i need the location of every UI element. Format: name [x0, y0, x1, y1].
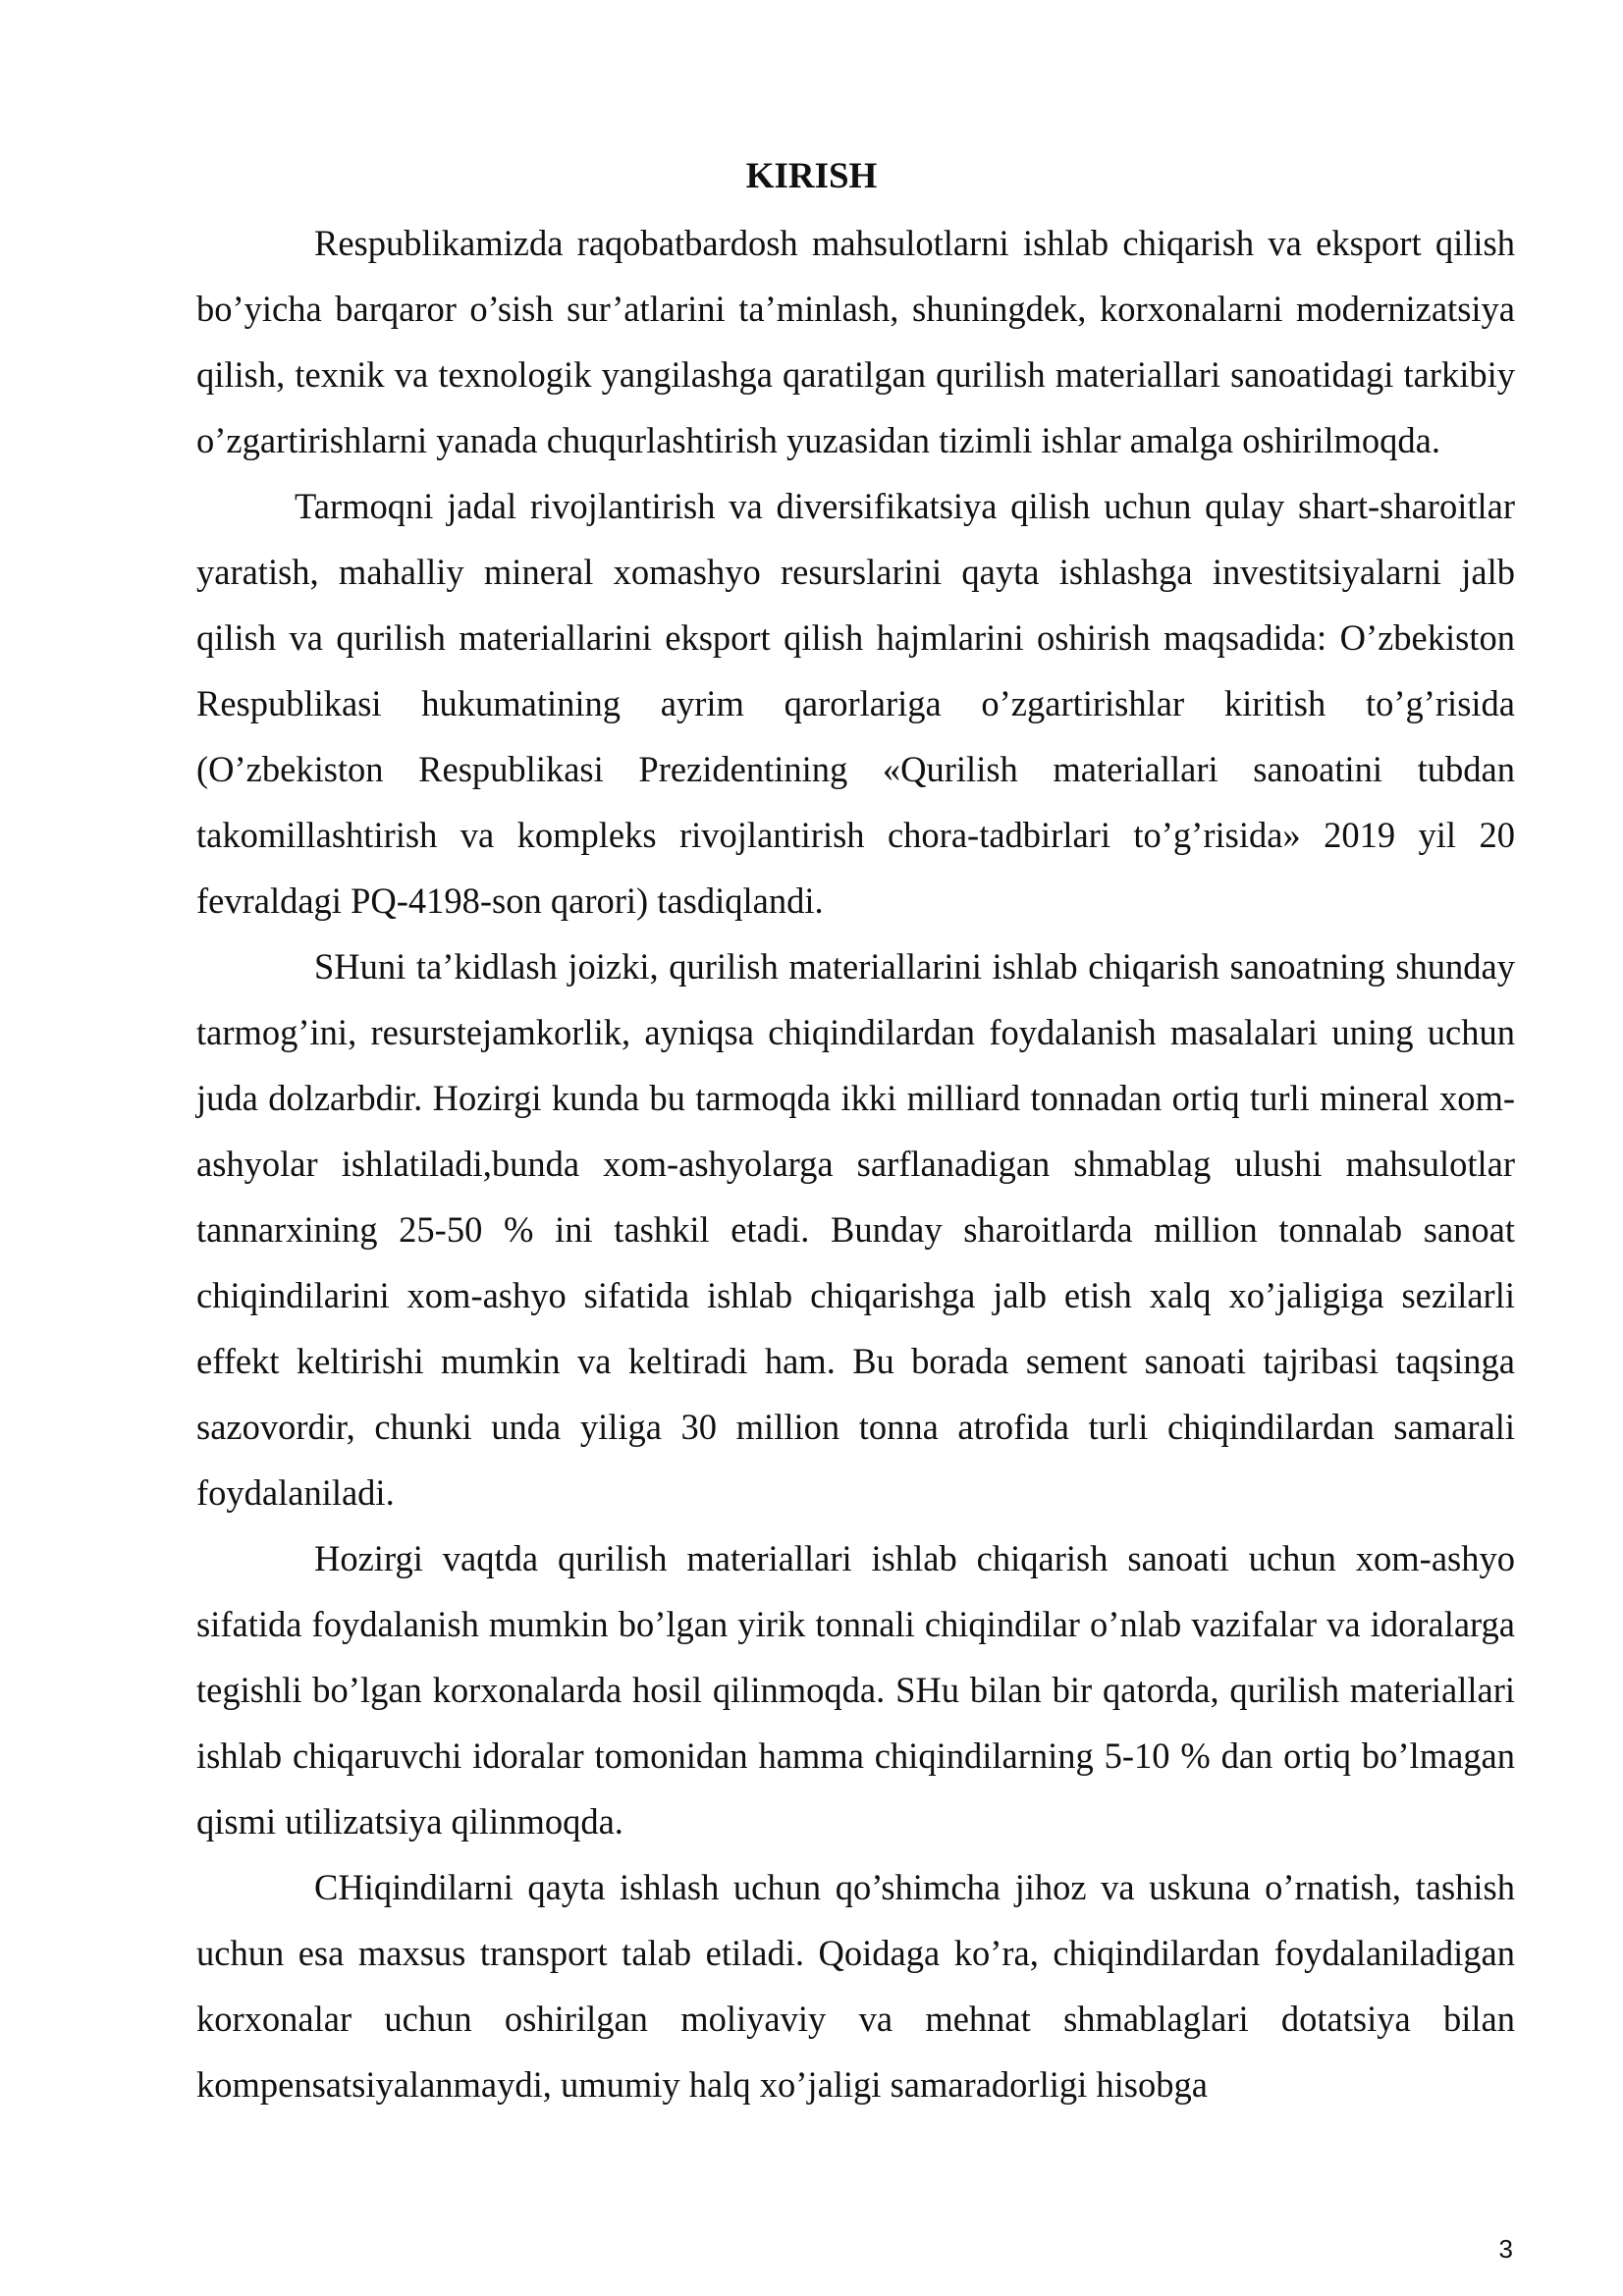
paragraph-4: Hozirgi vaqtda qurilish materiallari ishlab chiqarish sanoati uchun xom-ashyo sifatida foydalanish mumkin bo’lgan yirik tonnali chiqindilar o’nlab vazifalar va idoralarga tegishli bo’lgan korxonalarda hosil qilinmoqda. SHu bilan bir qatorda, qurilish materiallari ishlab chiqaruvchi idoralar tomonidan hamma chiqindilarning 5-10 % dan ortiq bo’lmagan qismi utilizatsiya qilinmoqda. — [196, 1538, 1515, 1842]
page-title: KIRISH — [745, 156, 878, 196]
paragraph-5: CHiqindilarni qayta ishlash uchun qo’shimcha jihoz va uskuna o’rnatish, tashish uchun esa maxsus transport talab etiladi. Qoidaga ko’ra, chiqindilardan foydalaniladigan korxonalar uchun oshirilgan moliyaviy va mehnat shmablaglari dotatsiya bilan kompensatsiyalanmaydi, umumiy halq xo’jaligi samaradorligi hisobga — [196, 1867, 1515, 2105]
paragraph-2: Tarmoqni jadal rivojlantirish va diversifikatsiya qilish uchun qulay shart-sharoitlar yaratish, mahalliy mineral xomashyo resurslarini qayta ishlashga investitsiyalarni jalb qilish va qurilish materiallarini eksport qilish hajmlarini oshirish maqsadida: O’zbekiston Respublikasi hukumatining ayrim qarorlariga o’zgartirishlar kiritish to’g’risida (O’zbekiston Respublikasi Prezidentining «Qurilish materiallari sanoatini tubdan takomillashtirish va kompleks rivojlantirish chora-tadbirlari to’g’risida» 2019 yil 20 fevraldagi PQ-4198-son qarori) tasdiqlandi. — [196, 486, 1515, 921]
paragraph-3: SHuni ta’kidlash joizki, qurilish materiallarini ishlab chiqarish sanoatning shunday tarmog’ini, resurstejamkorlik, ayniqsa chiqindilardan foydalanish masalalari uning uchun juda dolzarbdir. Hozirgi kunda bu tarmoqda ikki milliard tonnadan ortiq turli mineral xom-ashyolar ishlatiladi,bunda xom-ashyolarga sarflanadigan shmablag ulushi mahsulotlar tannarxining 25-50 % ini tashkil etadi. Bunday sharoitlarda million tonnalab sanoat chiqindilarini xom-ashyo sifatida ishlab chiqarishga jalb etish xalq xo’jaligiga sezilarli effekt keltirishi mumkin va keltiradi ham. Bu borada sement sanoati tajribasi taqsinga sazovordir, chunki unda yiliga 30 million tonna atrofida turli chiqindilardan samarali foydalaniladi. — [196, 946, 1515, 1513]
body-text — [196, 210, 1515, 2117]
page-number: 3 — [1498, 2234, 1513, 2264]
paragraph-1: Respublikamizda raqobatbardosh mahsulotlarni ishlab chiqarish va eksport qilish bo’yicha barqaror o’sish sur’atlarini ta’minlash, shuningdek, korxonalarni modernizatsiya qilish, texnik va texnologik yangilashga qaratilgan qurilish materiallari sanoatidagi tarkibiy o’zgartirishlarni yanada chuqurlashtirish yuzasidan tizimli ishlar amalga oshirilmoqda. — [196, 223, 1515, 460]
